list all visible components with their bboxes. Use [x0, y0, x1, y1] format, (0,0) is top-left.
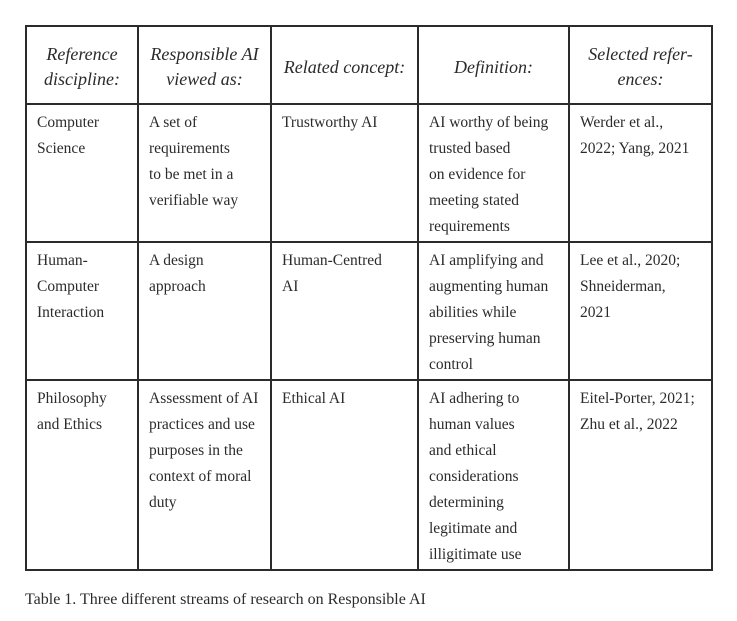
table-row: [26, 242, 712, 380]
cell-discipline: Human- Computer Interaction: [26, 242, 138, 380]
cell-references: Werder et al., 2022; Yang, 2021: [569, 104, 712, 242]
cell-viewed-as: Assessment of AI practices and use purposes in the context of moral duty: [138, 380, 271, 570]
cell-definition: AI amplifying and augmenting human abilities while preserving human control: [418, 242, 569, 380]
cell-discipline: Philosophy and Ethics: [26, 380, 138, 570]
responsible-ai-table: [25, 25, 713, 571]
cell-discipline: Computer Science: [26, 104, 138, 242]
header-definition: Definition:: [418, 26, 569, 104]
header-selected-references: Selected refer- ences:: [569, 26, 712, 104]
cell-viewed-as: A design approach: [138, 242, 271, 380]
cell-concept: Trustworthy AI: [271, 104, 418, 242]
table-row: [26, 380, 712, 570]
cell-viewed-as: A set of requirements to be met in a verifiable way: [138, 104, 271, 242]
table-row: [26, 104, 712, 242]
cell-concept: Ethical AI: [271, 380, 418, 570]
header-reference-discipline: Reference discipline:: [26, 26, 138, 104]
header-row: [26, 26, 712, 104]
header-viewed-as: Responsible AI viewed as:: [138, 26, 271, 104]
cell-references: Lee et al., 2020; Shneiderman, 2021: [569, 242, 712, 380]
cell-concept: Human-Centred AI: [271, 242, 418, 380]
cell-references: Eitel-Porter, 2021; Zhu et al., 2022: [569, 380, 712, 570]
table-caption: Table 1. Three different streams of research on Responsible AI: [25, 591, 426, 608]
cell-definition: AI worthy of being trusted based on evidence for meeting stated requirements: [418, 104, 569, 242]
header-related-concept: Related concept:: [271, 26, 418, 104]
cell-definition: AI adhering to human values and ethical considerations determining legitimate and illigitimate use: [418, 380, 569, 570]
